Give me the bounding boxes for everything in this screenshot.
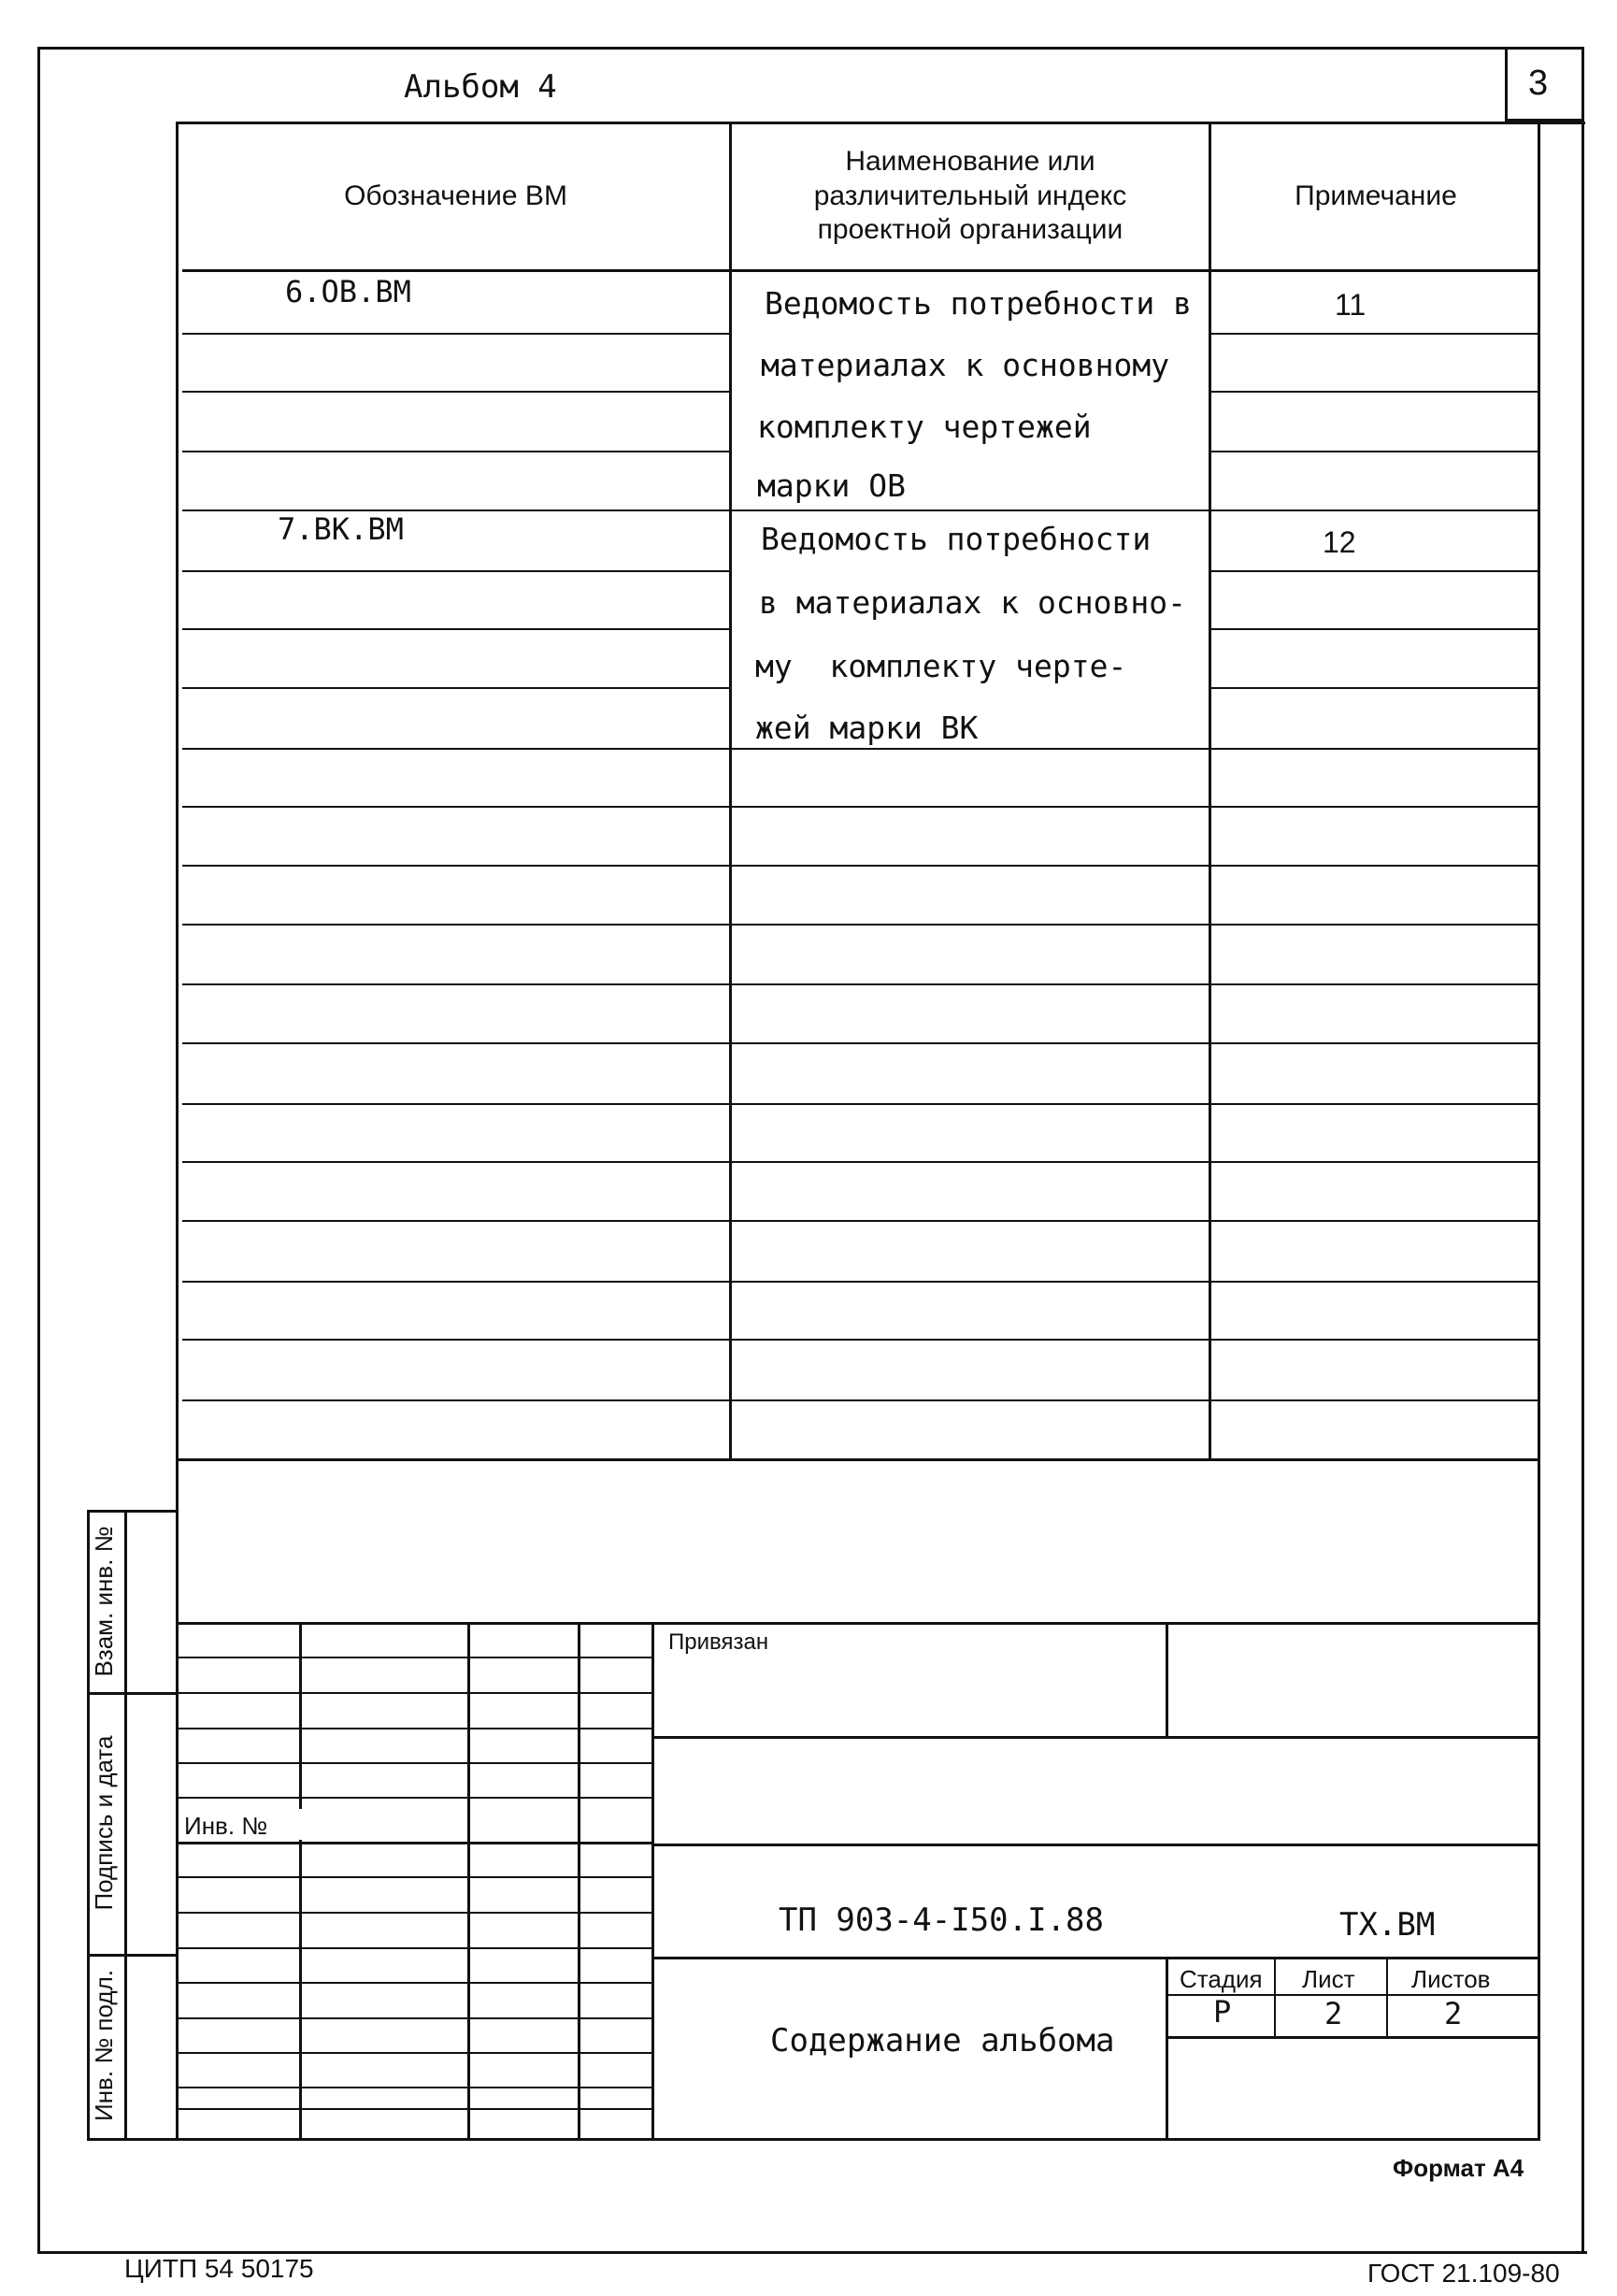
sheet-label: Лист: [1302, 1965, 1355, 1993]
row-designation: 6.ОВ.ВМ: [285, 274, 411, 309]
row-line: [182, 391, 729, 393]
row-name-line: материалах к основному: [761, 347, 1170, 383]
title-block-top: [176, 1622, 1540, 1625]
side-label-inv-podl: Инв. № подл.: [90, 1970, 118, 2121]
tb-privyazan-divider: [1166, 1622, 1168, 1736]
col-header-designation: Обозначение ВМ: [344, 179, 567, 211]
project-code: ТП 903-4-I50.I.88: [779, 1901, 1104, 1939]
rev-row: [176, 1797, 654, 1799]
row-line: [182, 1042, 1540, 1044]
row-line: [182, 687, 729, 689]
row-line: [182, 451, 729, 452]
row-line: [1211, 333, 1540, 335]
col-header-name: [732, 123, 1209, 269]
row-line: [182, 1103, 1540, 1105]
rev-row: [176, 1728, 654, 1729]
rev-row: [176, 2087, 654, 2088]
stage-divider: [1386, 1957, 1388, 2036]
row-line: [182, 806, 1540, 808]
album-title: Альбом 4: [404, 68, 557, 106]
document-mark: ТХ.ВМ: [1339, 1906, 1436, 1944]
col-header-name-text: Наименование или различительный индекс проектной организации: [813, 146, 1127, 246]
sheet-title: Содержание альбома: [770, 2022, 1115, 2059]
rev-row: [176, 2108, 654, 2110]
row-line: [182, 1220, 1540, 1222]
row-line: [182, 865, 1540, 867]
page-number: 3: [1528, 64, 1549, 103]
stage-label: Стадия: [1180, 1965, 1263, 1993]
row-line: [1211, 628, 1540, 630]
rev-row: [176, 2017, 654, 2019]
rev-row: [176, 1912, 654, 1914]
org-code: ЦИТП 54 50175: [124, 2254, 314, 2283]
row-line: [182, 748, 1540, 750]
rev-col: [299, 1622, 302, 2141]
row-line: [182, 1281, 1540, 1283]
row-name-line: марки ОВ: [757, 467, 906, 504]
row-line: [1211, 570, 1540, 572]
row-line: [1211, 687, 1540, 689]
row-name-line: му комплекту черте-: [755, 648, 1127, 684]
row-name-line: Ведомость потребности: [761, 521, 1152, 557]
side-label-vzam-inv: Взам. инв. №: [90, 1526, 118, 1677]
rev-col: [467, 1622, 470, 2141]
rev-row: [176, 2052, 654, 2054]
tb-line: [651, 1736, 1540, 1739]
row-line: [182, 983, 1540, 985]
stage-divider: [1166, 1957, 1168, 2141]
row-designation: 7.ВК.ВМ: [278, 511, 404, 547]
row-line: [182, 570, 729, 572]
rev-col: [578, 1622, 580, 2141]
rev-row: [176, 1657, 654, 1658]
col-divider-1: [729, 122, 732, 1458]
format-label: Формат А4: [1393, 2154, 1524, 2182]
stage-value: Р: [1213, 1994, 1232, 2030]
row-note: 12: [1323, 525, 1356, 559]
row-name-line: Ведомость потребности в: [765, 285, 1192, 322]
row-line: [182, 1399, 1540, 1401]
col-divider-2: [1209, 122, 1211, 1458]
row-name-line: жей марки ВК: [755, 710, 979, 746]
side-label-podpis-data: Подпись и дата: [90, 1735, 118, 1911]
tb-line: [651, 1844, 1540, 1846]
side-stamp-divider: [124, 1510, 127, 2141]
sheet-value: 2: [1324, 1996, 1343, 2031]
rev-row: [176, 1762, 654, 1764]
tb-main-divider: [651, 1622, 654, 2141]
tb-line: [651, 1957, 1540, 1959]
col-header-note: Примечание: [1295, 179, 1457, 211]
row-line: [182, 628, 729, 630]
sheets-value: 2: [1444, 1996, 1463, 2031]
row-line: [182, 1161, 1540, 1163]
inv-no-label: Инв. №: [184, 1812, 268, 1840]
table-bottom-line: [176, 1458, 1540, 1461]
rev-row: [176, 1876, 654, 1878]
gost-label: ГОСТ 21.109-80: [1367, 2259, 1560, 2288]
row-line: [182, 1339, 1540, 1341]
stage-line: [1166, 2036, 1540, 2039]
rev-row: [176, 1692, 654, 1694]
header-divider: [182, 269, 1540, 272]
row-name-line: в материалах к основно-: [759, 584, 1186, 621]
privyazan-label: Привязан: [668, 1629, 769, 1655]
row-name-line: комплекту чертежей: [757, 409, 1092, 445]
row-note: 11: [1335, 288, 1367, 322]
rev-row: [176, 1842, 654, 1844]
row-line: [182, 924, 1540, 926]
row-line: [1211, 451, 1540, 452]
rev-row: [176, 1947, 654, 1949]
row-line: [182, 333, 729, 335]
sheets-label: Листов: [1411, 1965, 1491, 1993]
rev-row: [176, 1982, 654, 1984]
stage-divider: [1274, 1957, 1276, 2036]
row-line: [1211, 391, 1540, 393]
